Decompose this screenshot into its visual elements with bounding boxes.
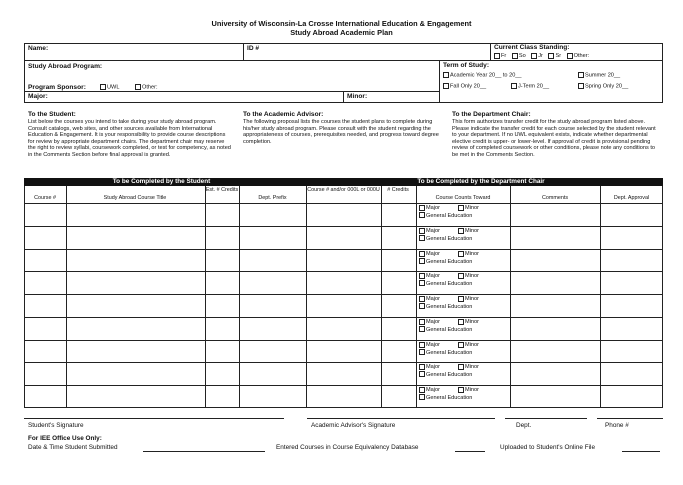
table-row[interactable]	[24, 249, 663, 272]
info-vdiv-2	[490, 43, 491, 60]
counts-toward-options	[419, 387, 479, 402]
major-label: Major:	[28, 93, 48, 100]
table-row[interactable]	[24, 317, 663, 340]
gen-ed-checkbox[interactable]: General Education	[419, 372, 472, 378]
major-checkbox[interactable]: Major	[419, 296, 440, 302]
major-field[interactable]	[55, 92, 340, 102]
standing-label: Current Class Standing:	[494, 44, 570, 51]
office-use-heading: For IEE Office Use Only:	[28, 435, 102, 442]
minor-checkbox[interactable]: Minor	[458, 342, 479, 348]
chair-instructions-heading: To the Department Chair:	[452, 111, 531, 118]
phone-line[interactable]	[597, 418, 663, 419]
counts-toward-options	[419, 273, 479, 288]
counts-toward-options	[419, 251, 479, 266]
date-submitted-line[interactable]	[143, 451, 265, 452]
advisor-signature-label: Academic Advisor's Signature	[311, 422, 396, 429]
gen-ed-checkbox[interactable]: General Education	[419, 304, 472, 310]
info-vdiv-1	[243, 43, 244, 60]
phone-label: Phone #	[605, 422, 629, 429]
term-academic-year[interactable]: Academic Year 20__ to 20__	[443, 72, 522, 78]
major-checkbox[interactable]: Major	[419, 387, 440, 393]
major-checkbox[interactable]: Major	[419, 273, 440, 279]
table-row[interactable]	[24, 385, 663, 408]
col-est-credits: Est. # Credits	[205, 187, 239, 193]
gen-ed-checkbox[interactable]: General Education	[419, 236, 472, 242]
form-title-line2: Study Abroad Academic Plan	[290, 28, 393, 37]
major-checkbox[interactable]: Major	[419, 251, 440, 257]
table-row[interactable]	[24, 362, 663, 385]
counts-toward-options	[419, 228, 479, 243]
student-signature-line[interactable]	[24, 418, 284, 419]
info-divider-1	[24, 60, 663, 61]
entered-line[interactable]	[455, 451, 485, 452]
name-label: Name:	[28, 45, 49, 52]
col-dept-approval: Dept. Approval	[613, 195, 650, 201]
gen-ed-checkbox[interactable]: General Education	[419, 281, 472, 287]
sponsor-uwl[interactable]: UWL	[100, 84, 119, 90]
col-credits: # Credits	[387, 187, 409, 193]
chair-section-bar: To be Completed by the Department Chair	[299, 178, 663, 186]
col-title: Study Abroad Course Title	[103, 195, 167, 201]
col-dept-prefix: Dept. Prefix	[258, 195, 287, 201]
col-counts-toward: Course Counts Toward	[435, 195, 491, 201]
standing-other[interactable]: Other:	[567, 53, 590, 59]
major-checkbox[interactable]: Major	[419, 364, 440, 370]
table-row[interactable]	[24, 340, 663, 363]
standing-jr[interactable]: Jr	[531, 53, 543, 59]
standing-sr[interactable]: Sr	[548, 53, 561, 59]
advisor-instructions-heading: To the Academic Advisor:	[243, 111, 324, 118]
info-vdiv-3	[439, 60, 440, 103]
chair-instructions-body: This form authorizes transfer credit for the study abroad program listed above. Please indicate the transfer credit for each course selected by the student relevant to your department. If no UWL equivalent exists, indicate whether departmental elective credit is upper- or lower-level. If approval of credit is provisional pending review of completed coursework or other conditions, please note any conditions to be met in the Comments Section.	[452, 119, 656, 158]
gen-ed-checkbox[interactable]: General Education	[419, 350, 472, 356]
minor-checkbox[interactable]: Minor	[458, 251, 479, 257]
standing-fr[interactable]: Fr	[494, 53, 506, 59]
sponsor-other[interactable]: Other:	[135, 84, 158, 90]
minor-checkbox[interactable]: Minor	[458, 364, 479, 370]
program-field[interactable]	[120, 62, 435, 76]
dept-line[interactable]	[505, 418, 587, 419]
term-fall[interactable]: Fall Only 20__	[443, 83, 486, 89]
counts-toward-options	[419, 296, 479, 311]
col-course-num-uwl: Course # and/or 000L or 000U	[307, 187, 380, 193]
minor-checkbox[interactable]: Minor	[458, 273, 479, 279]
counts-toward-options	[419, 342, 479, 357]
dept-label: Dept.	[516, 422, 532, 429]
term-jterm[interactable]: J-Term 20__	[511, 83, 549, 89]
term-summer[interactable]: Summer 20__	[578, 72, 620, 78]
counts-toward-options	[419, 205, 479, 220]
student-section-bar: To be Completed by the Student	[24, 178, 299, 186]
major-checkbox[interactable]: Major	[419, 228, 440, 234]
counts-toward-options	[419, 364, 479, 379]
program-label: Study Abroad Program:	[28, 63, 103, 70]
entered-label: Entered Courses in Course Equivalency Database	[276, 444, 419, 451]
table-row[interactable]	[24, 226, 663, 249]
term-label: Term of Study:	[443, 62, 490, 69]
sponsor-label: Program Sponsor:	[28, 84, 86, 91]
id-label: ID #	[247, 45, 260, 52]
major-checkbox[interactable]: Major	[419, 205, 440, 211]
minor-field[interactable]	[372, 92, 437, 102]
gen-ed-checkbox[interactable]: General Education	[419, 395, 472, 401]
gen-ed-checkbox[interactable]: General Education	[419, 213, 472, 219]
major-checkbox[interactable]: Major	[419, 319, 440, 325]
id-field[interactable]	[262, 45, 487, 57]
gen-ed-checkbox[interactable]: General Education	[419, 327, 472, 333]
advisor-instructions-body: The following proposal lists the courses the student plans to complete during his/her study abroad program. Please consult with the student regarding the appropriateness of courses, prerequisites needed, and progress toward degree completion.	[243, 119, 439, 145]
table-row[interactable]	[24, 294, 663, 317]
minor-label: Minor:	[347, 93, 368, 100]
minor-checkbox[interactable]: Minor	[458, 296, 479, 302]
table-row[interactable]	[24, 203, 663, 226]
col-course-num: Course #	[34, 195, 56, 201]
form-title-line1: University of Wisconsin-La Crosse International Education & Engagement	[211, 19, 472, 28]
student-signature-label: Student's Signature	[28, 422, 84, 429]
name-field[interactable]	[60, 45, 240, 57]
student-instructions-heading: To the Student:	[28, 111, 76, 118]
minor-checkbox[interactable]: Minor	[458, 387, 479, 393]
col-comments: Comments	[541, 195, 569, 201]
student-instructions-body: List below the courses you intend to take during your study abroad program. Consult catalogs, web sites, and other sources available from International Education & Engagement. It is your responsibility to provide course descriptions for review by appropriate department chairs. The department chair may reserve the right to review syllabi, coursework completed, or test for competency, as noted in the Comments Section before final approval is granted.	[28, 119, 231, 158]
uploaded-label: Uploaded to Student's Online File	[500, 444, 596, 451]
minor-checkbox[interactable]: Minor	[458, 319, 479, 325]
counts-toward-options	[419, 319, 479, 334]
minor-checkbox[interactable]: Minor	[458, 228, 479, 234]
term-spring[interactable]: Spring Only 20__	[578, 83, 628, 89]
advisor-signature-line[interactable]	[307, 418, 495, 419]
info-vdiv-4	[343, 91, 344, 103]
standing-options	[494, 53, 589, 59]
major-checkbox[interactable]: Major	[419, 342, 440, 348]
gen-ed-checkbox[interactable]: General Education	[419, 259, 472, 265]
uploaded-line[interactable]	[622, 451, 660, 452]
standing-so[interactable]: So	[512, 53, 526, 59]
minor-checkbox[interactable]: Minor	[458, 205, 479, 211]
date-submitted-label: Date & Time Student Submitted	[28, 444, 118, 451]
table-row[interactable]	[24, 271, 663, 294]
